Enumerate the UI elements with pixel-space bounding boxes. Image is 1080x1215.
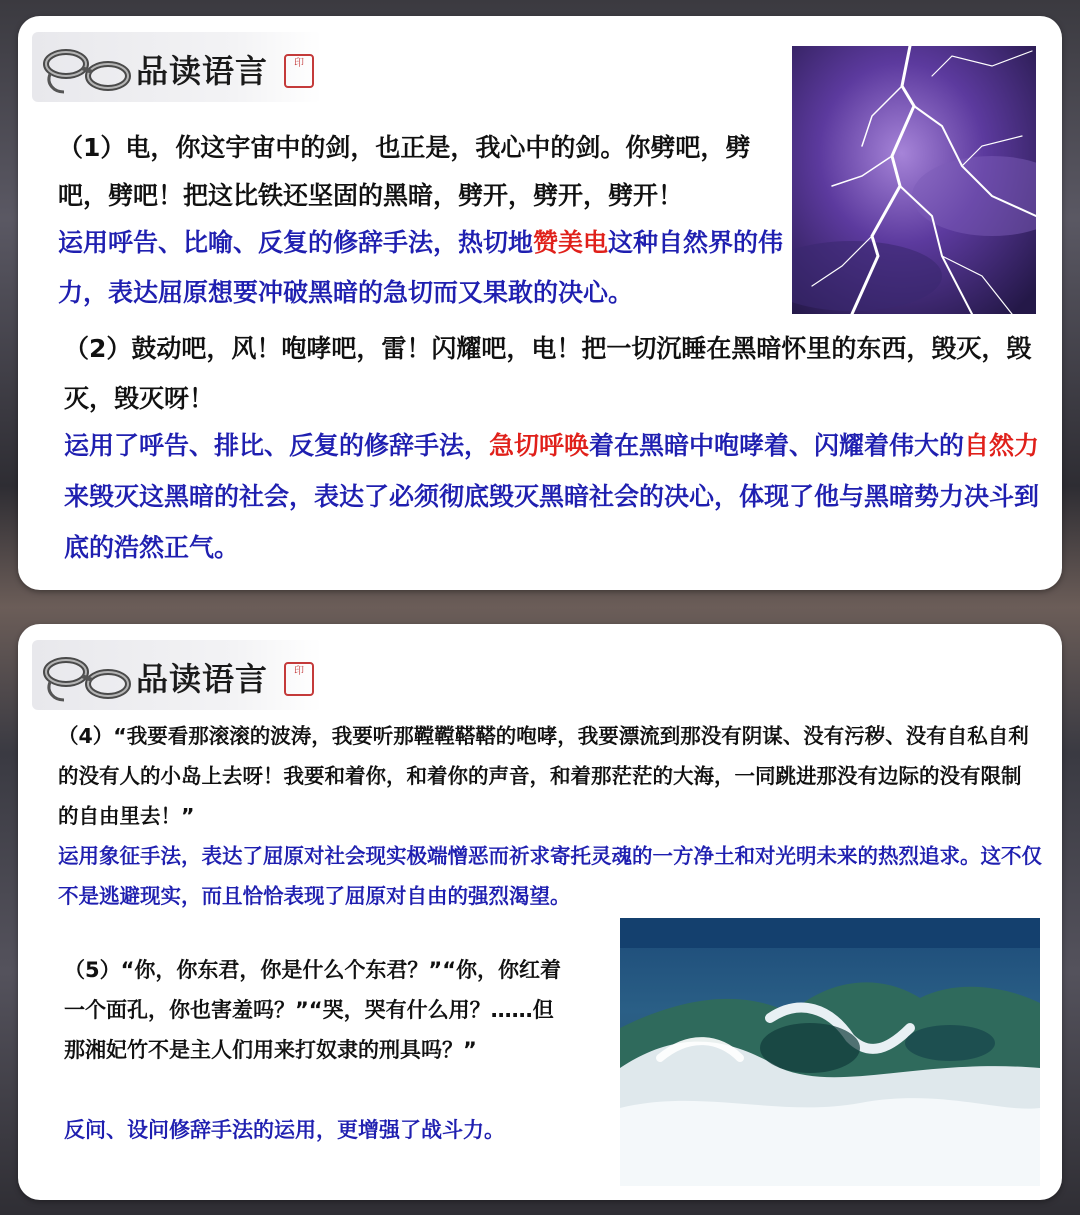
section-title: 品读语言 xyxy=(136,52,269,90)
shackles-icon xyxy=(42,646,134,706)
lightning-image xyxy=(792,46,1036,314)
section-title: 品读语言 xyxy=(136,660,269,698)
section-header xyxy=(32,640,322,710)
ocean-wave-image xyxy=(620,918,1040,1186)
analysis-4: 运用象征手法，表达了屈原对社会现实极端憎恶而祈求寄托灵魂的一方净土和对光明未来的热烈追求。这不仅不是逃避现实，而且恰恰表现了屈原对自由的强烈渴望。 xyxy=(58,844,1042,908)
content-panel-1 xyxy=(18,16,1062,590)
quote-5: （5）“你，你东君，你是什么个东君？”“你，你红着一个面孔，你也害羞吗？”“哭，哭有什么用？……但那湘妃竹不是主人们用来打奴隶的刑具吗？” xyxy=(64,958,562,1062)
quote-4: （4）“我要看那滚滚的波涛，我要听那鞺鞺鞳鞳的咆哮，我要漂流到那没有阴谋、没有污秽、没有自私自利的没有人的小岛上去呀！我要和着你，和着你的声音，和着那茫茫的大海，一同跳进那没有边际的没有限制的自由里去！” xyxy=(58,724,1029,828)
seal-stamp: 印 xyxy=(284,662,314,696)
quote-1: （1）电，你这宇宙中的剑，也正是，我心中的剑。你劈吧，劈吧，劈吧！把这比铁还坚固的黑暗，劈开，劈开，劈开！ xyxy=(58,133,751,210)
analysis-5: 反问、设问修辞手法的运用，更增强了战斗力。 xyxy=(64,1118,505,1142)
analysis-2: 运用了呼告、排比、反复的修辞手法，急切呼唤着在黑暗中咆哮着、闪耀着伟大的自然力来毁灭这黑暗的社会，表达了必须彻底毁灭黑暗社会的决心，体现了他与黑暗势力决斗到底的浩然正气。 xyxy=(64,431,1040,562)
analysis-1: 运用呼告、比喻、反复的修辞手法，热切地赞美电这种自然界的伟力，表达屈原想要冲破黑暗的急切而又果敢的决心。 xyxy=(58,228,784,307)
quote-2: （2）鼓动吧，风！咆哮吧，雷！闪耀吧，电！把一切沉睡在黑暗怀里的东西，毁灭，毁灭，毁灭呀！ xyxy=(64,334,1032,413)
content-panel-2 xyxy=(18,624,1062,1200)
seal-stamp: 印 xyxy=(284,54,314,88)
shackles-icon xyxy=(42,38,134,98)
section-header xyxy=(32,32,322,102)
